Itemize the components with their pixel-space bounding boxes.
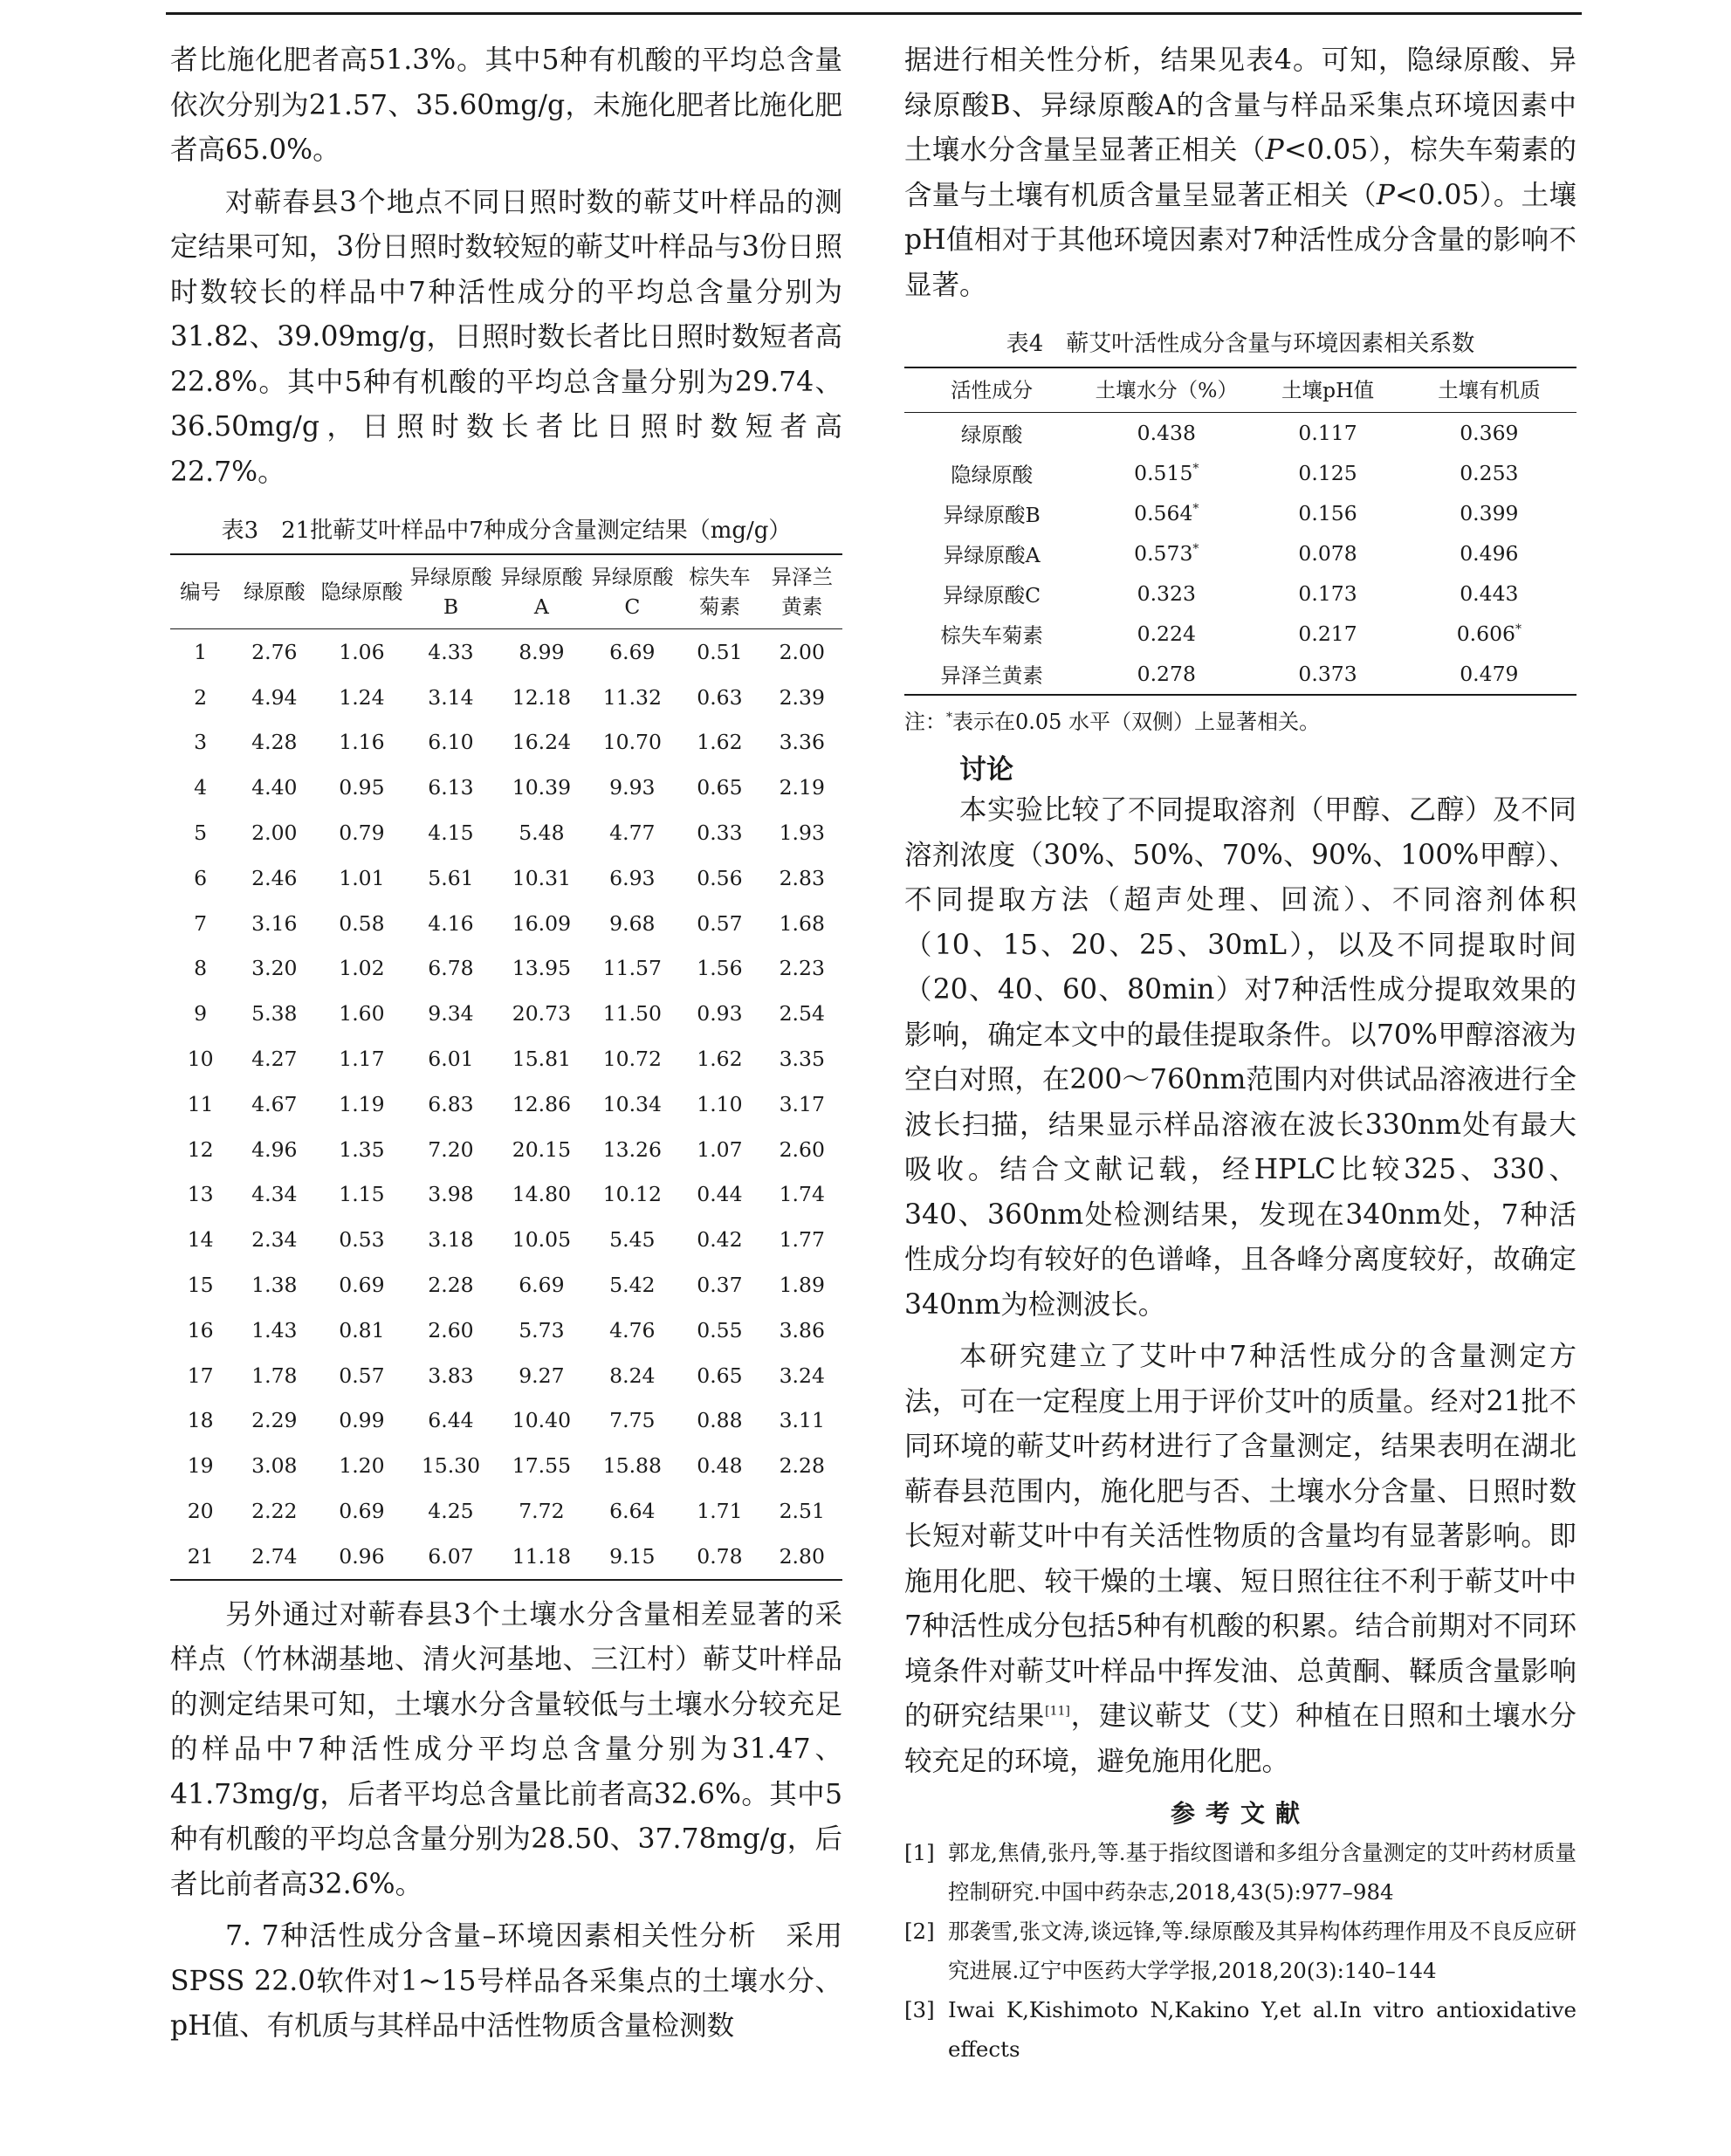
table3-row <box>170 901 842 946</box>
table3-cell: 11 <box>187 1091 214 1116</box>
table3-cell: 2.00 <box>779 639 825 664</box>
table4-cell: 0.573* <box>1134 541 1199 566</box>
table3-cell: 17 <box>187 1363 214 1388</box>
table3-cell: 0.58 <box>339 910 385 936</box>
table3-cell: 20.73 <box>512 1001 572 1027</box>
table3-cell: 1.71 <box>697 1499 743 1524</box>
table3-cell: 11.50 <box>602 1001 662 1027</box>
table3-cell: 4.34 <box>251 1182 298 1207</box>
table3-cell: 2.23 <box>779 956 825 981</box>
table3-cell: 20 <box>187 1499 214 1524</box>
table3-cell: 3.24 <box>779 1363 825 1388</box>
table3-cell: 0.63 <box>697 684 743 710</box>
table3-cell: 3.86 <box>779 1317 825 1342</box>
table3-cell: 2.76 <box>251 639 298 664</box>
table4-cell: 0.224 <box>1137 621 1196 646</box>
reference-text: 那袭雪,张文涛,谈远锋,等.绿原酸及其异构体药理作用及不良反应研究进展.辽宁中医药大学学报,2018,20(3):140–144 <box>948 1919 1576 1983</box>
table3-cell: 10.70 <box>602 730 662 755</box>
table4-row <box>904 573 1576 614</box>
table3-cell: 6 <box>194 865 208 890</box>
table3-cell: 3.98 <box>428 1182 474 1207</box>
citation-link: [11] <box>1045 1704 1070 1719</box>
table3-cell: 15.88 <box>602 1453 662 1479</box>
table3-cell: 10.05 <box>512 1227 572 1253</box>
table3-cell: 3.16 <box>251 910 298 936</box>
table3-cell: 6.69 <box>609 639 656 664</box>
table3-cell: 0.79 <box>339 821 385 846</box>
table3-cell: 7.20 <box>428 1136 474 1162</box>
table3-cell: 0.88 <box>697 1408 743 1433</box>
table3-cell: 4.28 <box>251 730 298 755</box>
table3-row <box>170 1217 842 1262</box>
table3-cell: 8.24 <box>609 1363 656 1388</box>
table4-cell: 0.606* <box>1456 621 1522 646</box>
table3-cell: 1.78 <box>251 1363 298 1388</box>
table3-cell: 10.12 <box>602 1182 662 1207</box>
table3-cell: 13 <box>187 1182 214 1207</box>
table3-cell: 2.28 <box>428 1273 474 1298</box>
table3-cell: 20.15 <box>512 1136 572 1162</box>
table4-cell: 绿原酸 <box>960 422 1023 447</box>
table3-cell: 1.35 <box>339 1136 385 1162</box>
table3-cell: 1.43 <box>251 1317 298 1342</box>
table4-row <box>904 453 1576 493</box>
table3-cell: 5.61 <box>428 865 474 890</box>
table3-cell: 2.46 <box>251 865 298 890</box>
table3-cell: 0.96 <box>339 1543 385 1569</box>
table3-cell: 10.31 <box>512 865 572 890</box>
table3-cell: 2.83 <box>779 865 825 890</box>
table4-caption: 表4 蕲艾叶活性成分含量与环境因素相关系数 <box>1006 331 1475 357</box>
table3-cell: 0.56 <box>697 865 743 890</box>
table3-cell: 2.54 <box>779 1001 825 1027</box>
table3-cell: 5.42 <box>609 1273 656 1298</box>
table3-row <box>170 1081 842 1127</box>
table3-cell: 0.65 <box>697 1363 743 1388</box>
table3-cell: 12.18 <box>512 684 572 710</box>
table4-cell: 0.078 <box>1298 541 1357 566</box>
table3-caption: 表3 21批蕲艾叶样品中7种成分含量测定结果（mg/g） <box>221 518 792 544</box>
table3-row <box>170 1127 842 1172</box>
table3-cell: 4.25 <box>428 1499 474 1524</box>
table3-row <box>170 720 842 766</box>
paragraph-discussion-2: 本研究建立了艾叶中7种活性成分的含量测定方法，可在一定程度上用于评价艾叶的质量。经对21批不同环境的蕲艾叶药材进行了含量测定，结果表明在湖北蕲春县范围内，施化肥与否、土壤水分含量、日照时数长短对蕲艾叶中有关活性物质的含量均有显著影响。即施用化肥、较干燥的土壤、短日照往往不利于蕲艾叶中7种活性成分包括5种有机酸的积累。结合前期对不同环境条件对蕲艾叶样品中挥发油、总黄酮、鞣质含量影响的研究结果[11]，建议蕲艾（艾）种植在日照和土壤水分较充足的环境，避免施用化肥。 <box>904 1341 1576 1777</box>
table3-row <box>170 991 842 1036</box>
table4-cell: 隐绿原酸 <box>951 463 1034 487</box>
table3-cell: 5.73 <box>519 1317 565 1342</box>
table3-row <box>170 1172 842 1218</box>
table4-cell: 棕失车菊素 <box>940 623 1043 648</box>
table3-header: 异绿原酸B <box>409 565 492 619</box>
left-column <box>170 38 842 2050</box>
table3-cell: 9.68 <box>609 910 656 936</box>
table3-cell: 2 <box>194 684 208 710</box>
table4-cell: 0.479 <box>1460 662 1519 686</box>
table4-cell: 0.323 <box>1137 581 1196 606</box>
table3-cell: 12 <box>187 1136 214 1162</box>
references-title: 参考文献 <box>1170 1799 1310 1828</box>
table3-cell: 18 <box>187 1408 214 1433</box>
table3-cell: 9 <box>194 1001 208 1027</box>
table3-cell: 9.27 <box>519 1363 565 1388</box>
table3-row <box>170 1262 842 1308</box>
table3-cell: 6.83 <box>428 1091 474 1116</box>
table3-cell: 15.30 <box>421 1453 481 1479</box>
table4-cell: 0.399 <box>1460 501 1519 525</box>
table3-cell: 1.19 <box>339 1091 385 1116</box>
table3-header: 编号 <box>180 580 222 604</box>
table3-cell: 11.57 <box>602 956 662 981</box>
reference-text: 郭龙,焦倩,张丹,等.基于指纹图谱和多组分含量测定的艾叶药材质量控制研究.中国中药杂志,2018,43(5):977–984 <box>948 1840 1576 1905</box>
table3-cell: 0.65 <box>697 775 743 800</box>
table3-cell: 17.55 <box>512 1453 572 1479</box>
table4-cell: 0.217 <box>1298 621 1357 646</box>
header-rule <box>166 12 1582 15</box>
table3-cell: 0.51 <box>697 639 743 664</box>
table3-cell: 1.01 <box>339 865 385 890</box>
table4-cell: 异绿原酸C <box>943 583 1041 608</box>
paragraph-fertilizer-cont: 者比施化肥者高51.3%。其中5种有机酸的平均总含量依次分别为21.57、35.60mg/g，未施化肥者比施化肥者高65.0%。 <box>170 45 842 166</box>
table3-cell: 2.22 <box>251 1499 298 1524</box>
table3-cell: 4.77 <box>609 821 656 846</box>
table3-header-row <box>170 554 842 629</box>
table3-cell: 0.57 <box>697 910 743 936</box>
table4-cell: 0.443 <box>1460 581 1519 606</box>
table4-note: 注：*表示在0.05 水平（双侧）上显著相关。 <box>904 710 1321 734</box>
table3-cell: 16.09 <box>512 910 572 936</box>
table3-cell: 3.35 <box>779 1047 825 1072</box>
table3-cell: 1.16 <box>339 730 385 755</box>
table4-row <box>904 413 1576 454</box>
table3-cell: 3.17 <box>779 1091 825 1116</box>
table3-cell: 5.38 <box>251 1001 298 1027</box>
table4-cell: 0.125 <box>1298 461 1357 485</box>
table3-row <box>170 765 842 810</box>
table3-cell: 0.55 <box>697 1317 743 1342</box>
table4-header: 土壤pH值 <box>1281 378 1375 402</box>
table3-cell: 2.74 <box>251 1543 298 1569</box>
table3-cell: 0.44 <box>697 1182 743 1207</box>
table3-cell: 1.56 <box>697 956 743 981</box>
table4-row <box>904 614 1576 654</box>
table3-cell: 0.53 <box>339 1227 385 1253</box>
table4-cell: 0.373 <box>1298 662 1357 686</box>
table4-cell: 0.253 <box>1460 461 1519 485</box>
table3-cell: 6.78 <box>428 956 474 981</box>
table3-cell: 3.18 <box>428 1227 474 1253</box>
table3-cell: 1.17 <box>339 1047 385 1072</box>
table4-row <box>904 654 1576 695</box>
table3-cell: 1.06 <box>339 639 385 664</box>
table3-row <box>170 810 842 855</box>
table3-cell: 1.07 <box>697 1136 743 1162</box>
table3-header: 绿原酸 <box>244 580 306 604</box>
table3-cell: 4.67 <box>251 1091 298 1116</box>
table3-cell: 4.15 <box>428 821 474 846</box>
table3-cell: 0.99 <box>339 1408 385 1433</box>
table3-cell: 4 <box>194 775 208 800</box>
table3-cell: 3 <box>194 730 208 755</box>
table3-row <box>170 675 842 720</box>
table3-cell: 0.42 <box>697 1227 743 1253</box>
table3-cell: 6.93 <box>609 865 656 890</box>
table3-row <box>170 1534 842 1580</box>
reference-item <box>904 1833 1576 1912</box>
table4-cell: 0.496 <box>1460 541 1519 566</box>
table4-header: 活性成分 <box>951 378 1034 402</box>
table3-cell: 2.00 <box>251 821 298 846</box>
table3-row <box>170 1488 842 1534</box>
table3-cell: 5.48 <box>519 821 565 846</box>
table3-cell: 1.89 <box>779 1273 825 1298</box>
reference-number: [1] <box>904 1840 935 1865</box>
table4 <box>904 367 1576 696</box>
table3-cell: 4.94 <box>251 684 298 710</box>
table3-cell: 2.51 <box>779 1499 825 1524</box>
paragraph-correlation-heading: 7. 7种活性成分含量–环境因素相关性分析 采用SPSS 22.0软件对1~15号样品各采集点的土壤水分、pH值、有机质与其样品中活性物质含量检测数 <box>170 1920 842 2043</box>
table3-cell: 1.02 <box>339 956 385 981</box>
table3-cell: 6.69 <box>519 1273 565 1298</box>
table3-row <box>170 1308 842 1353</box>
table3-cell: 1.20 <box>339 1453 385 1479</box>
table3-cell: 6.10 <box>428 730 474 755</box>
table3-cell: 1.24 <box>339 684 385 710</box>
table4-cell: 异绿原酸B <box>943 503 1041 527</box>
table3-cell: 4.40 <box>251 775 298 800</box>
table4-cell: 0.156 <box>1298 501 1357 525</box>
table3-cell: 4.27 <box>251 1047 298 1072</box>
table3-cell: 0.69 <box>339 1273 385 1298</box>
table3-cell: 3.08 <box>251 1453 298 1479</box>
table3-cell: 1.62 <box>697 1047 743 1072</box>
table3-cell: 7.72 <box>519 1499 565 1524</box>
table3-cell: 6.13 <box>428 775 474 800</box>
table3-cell: 12.86 <box>512 1091 572 1116</box>
table3-cell: 7.75 <box>609 1408 656 1433</box>
table4-cell: 0.369 <box>1460 421 1519 445</box>
table3-cell: 2.19 <box>779 775 825 800</box>
table3-cell: 7 <box>194 910 208 936</box>
table4-cell: 异绿原酸A <box>943 543 1041 567</box>
table3-cell: 15.81 <box>512 1047 572 1072</box>
table3-cell: 0.57 <box>339 1363 385 1388</box>
table3-cell: 10.34 <box>602 1091 662 1116</box>
table3-cell: 10 <box>187 1047 214 1072</box>
table3-cell: 0.78 <box>697 1543 743 1569</box>
table3-cell: 6.01 <box>428 1047 474 1072</box>
references-list <box>904 1833 1576 2069</box>
table3-cell: 1.10 <box>697 1091 743 1116</box>
table3-cell: 1.38 <box>251 1273 298 1298</box>
table3-row <box>170 1353 842 1398</box>
table3-cell: 11.32 <box>602 684 662 710</box>
table3-cell: 2.34 <box>251 1227 298 1253</box>
paragraph-soil-water: 另外通过对蕲春县3个土壤水分含量相差显著的采样点（竹林湖基地、清火河基地、三江村）蕲艾叶样品的测定结果可知，土壤水分含量较低与土壤水分较充足的样品中7种活性成分平均总含量分别为31.47、41.73mg/g，后者平均总含量比前者高32.6%。其中5种有机酸的平均总含量分别为28.50、37.78mg/g，后者比前者高32.6%。 <box>170 1598 842 1900</box>
table3-cell: 14.80 <box>512 1182 572 1207</box>
table3-cell: 9.15 <box>609 1543 656 1569</box>
table3-cell: 2.80 <box>779 1543 825 1569</box>
table3-cell: 5 <box>194 821 208 846</box>
right-column <box>904 38 1576 2069</box>
table3-cell: 1.15 <box>339 1182 385 1207</box>
table3-cell: 19 <box>187 1453 214 1479</box>
table3-header: 棕失车菊素 <box>689 565 751 619</box>
table3-header: 异绿原酸C <box>591 565 674 619</box>
table3-cell: 9.93 <box>609 775 656 800</box>
table3-cell: 3.36 <box>779 730 825 755</box>
table4-cell: 0.515* <box>1134 461 1199 485</box>
table3-cell: 2.28 <box>779 1453 825 1479</box>
table3-cell: 0.93 <box>697 1001 743 1027</box>
table3-cell: 21 <box>187 1543 214 1569</box>
table3-cell: 11.18 <box>512 1543 572 1569</box>
table3-cell: 1.77 <box>779 1227 825 1253</box>
table3-cell: 10.72 <box>602 1047 662 1072</box>
table3-cell: 3.11 <box>779 1408 825 1433</box>
table3-cell: 14 <box>187 1227 214 1253</box>
table3-header: 异泽兰黄素 <box>771 565 834 619</box>
table3-header: 隐绿原酸 <box>320 580 403 604</box>
table3-row <box>170 946 842 992</box>
table3-cell: 15 <box>187 1273 214 1298</box>
table3-row <box>170 1443 842 1488</box>
table3-cell: 8 <box>194 956 208 981</box>
table3-cell: 0.33 <box>697 821 743 846</box>
table3-cell: 0.37 <box>697 1273 743 1298</box>
reference-text: Iwai K,Kishimoto N,Kakino Y,et al.In vitro antioxidative effects <box>948 1997 1576 2062</box>
table3-cell: 8.99 <box>519 639 565 664</box>
table3-cell: 1.93 <box>779 821 825 846</box>
table3-cell: 16.24 <box>512 730 572 755</box>
paragraph-correlation-result: 据进行相关性分析，结果见表4。可知，隐绿原酸、异绿原酸B、异绿原酸A的含量与样品采集点环境因素中土壤水分含量呈显著正相关（P<0.05），棕失车菊素的含量与土壤有机质含量呈显著正相关（P<0.05）。土壤pH值相对于其他环境因素对7种活性成分含量的影响不显著。 <box>904 45 1576 301</box>
table3-cell: 9.34 <box>428 1001 474 1027</box>
table4-cell: 0.278 <box>1137 662 1196 686</box>
table3-cell: 2.60 <box>428 1317 474 1342</box>
table4-cell: 异泽兰黄素 <box>940 663 1043 688</box>
table4-cell: 0.564* <box>1134 501 1199 525</box>
table3-cell: 10.40 <box>512 1408 572 1433</box>
table3-cell: 1.68 <box>779 910 825 936</box>
reference-number: [2] <box>904 1919 935 1944</box>
table3-row <box>170 1036 842 1081</box>
table3-cell: 13.95 <box>512 956 572 981</box>
table3-cell: 2.39 <box>779 684 825 710</box>
table3-cell: 4.16 <box>428 910 474 936</box>
table3-cell: 1.60 <box>339 1001 385 1027</box>
table3-cell: 1 <box>194 639 208 664</box>
table3 <box>170 553 842 1581</box>
paragraph-sunshine: 对蕲春县3个地点不同日照时数的蕲艾叶样品的测定结果可知，3份日照时数较短的蕲艾叶样品与3份日照时数较长的样品中7种活性成分的平均总含量分别为31.82、39.09mg/g，日照时数长者比日照时数短者高22.8%。其中5种有机酸的平均总含量分别为29.74、36.50mg/g，日照时数长者比日照时数短者高22.7%。 <box>170 186 842 488</box>
table4-cell: 0.117 <box>1298 421 1357 445</box>
table3-cell: 0.81 <box>339 1317 385 1342</box>
table4-cell: 0.438 <box>1137 421 1196 445</box>
table4-header: 土壤水分（%） <box>1095 378 1238 402</box>
table3-cell: 4.33 <box>428 639 474 664</box>
table3-cell: 4.76 <box>609 1317 656 1342</box>
discussion-title: 讨论 <box>959 754 1013 786</box>
reference-item <box>904 1912 1576 1990</box>
table3-cell: 0.48 <box>697 1453 743 1479</box>
table3-cell: 6.07 <box>428 1543 474 1569</box>
table3-row <box>170 855 842 901</box>
table3-cell: 13.26 <box>602 1136 662 1162</box>
table3-cell: 4.96 <box>251 1136 298 1162</box>
table4-cell: 0.173 <box>1298 581 1357 606</box>
table4-row <box>904 533 1576 573</box>
table3-cell: 6.44 <box>428 1408 474 1433</box>
table3-cell: 0.69 <box>339 1499 385 1524</box>
table4-header: 土壤有机质 <box>1438 378 1541 402</box>
table3-cell: 3.14 <box>428 684 474 710</box>
table3-cell: 0.95 <box>339 775 385 800</box>
table3-row <box>170 629 842 675</box>
table3-row <box>170 1398 842 1444</box>
table3-cell: 1.62 <box>697 730 743 755</box>
table3-cell: 1.74 <box>779 1182 825 1207</box>
table3-cell: 2.29 <box>251 1408 298 1433</box>
reference-number: [3] <box>904 1997 935 2022</box>
paragraph-discussion-1: 本实验比较了不同提取溶剂（甲醇、乙醇）及不同溶剂浓度（30%、50%、70%、90%、100%甲醇）、不同提取方法（超声处理、回流）、不同溶剂体积（10、15、20、25、30mL），以及不同提取时间（20、40、60、80min）对7种活性成分提取效果的影响，确定本文中的最佳提取条件。以70%甲醇溶液为空白对照，在200～760nm范围内对供试品溶液进行全波长扫描，结果显示样品溶液在波长330nm处有最大吸收。结合文献记载，经HPLC比较325、330、340、360nm处检测结果，发现在340nm处，7种活性成分均有较好的色谱峰，且各峰分离度较好，故确定340nm为检测波长。 <box>904 794 1576 1321</box>
table3-cell: 16 <box>187 1317 214 1342</box>
table3-cell: 3.20 <box>251 956 298 981</box>
table4-row <box>904 493 1576 533</box>
table3-header: 异绿原酸A <box>500 565 583 619</box>
table3-cell: 10.39 <box>512 775 572 800</box>
reference-item <box>904 1990 1576 2069</box>
table3-cell: 3.83 <box>428 1363 474 1388</box>
table4-header-row <box>904 367 1576 413</box>
table3-cell: 2.60 <box>779 1136 825 1162</box>
table3-cell: 6.64 <box>609 1499 656 1524</box>
table3-cell: 5.45 <box>609 1227 656 1253</box>
